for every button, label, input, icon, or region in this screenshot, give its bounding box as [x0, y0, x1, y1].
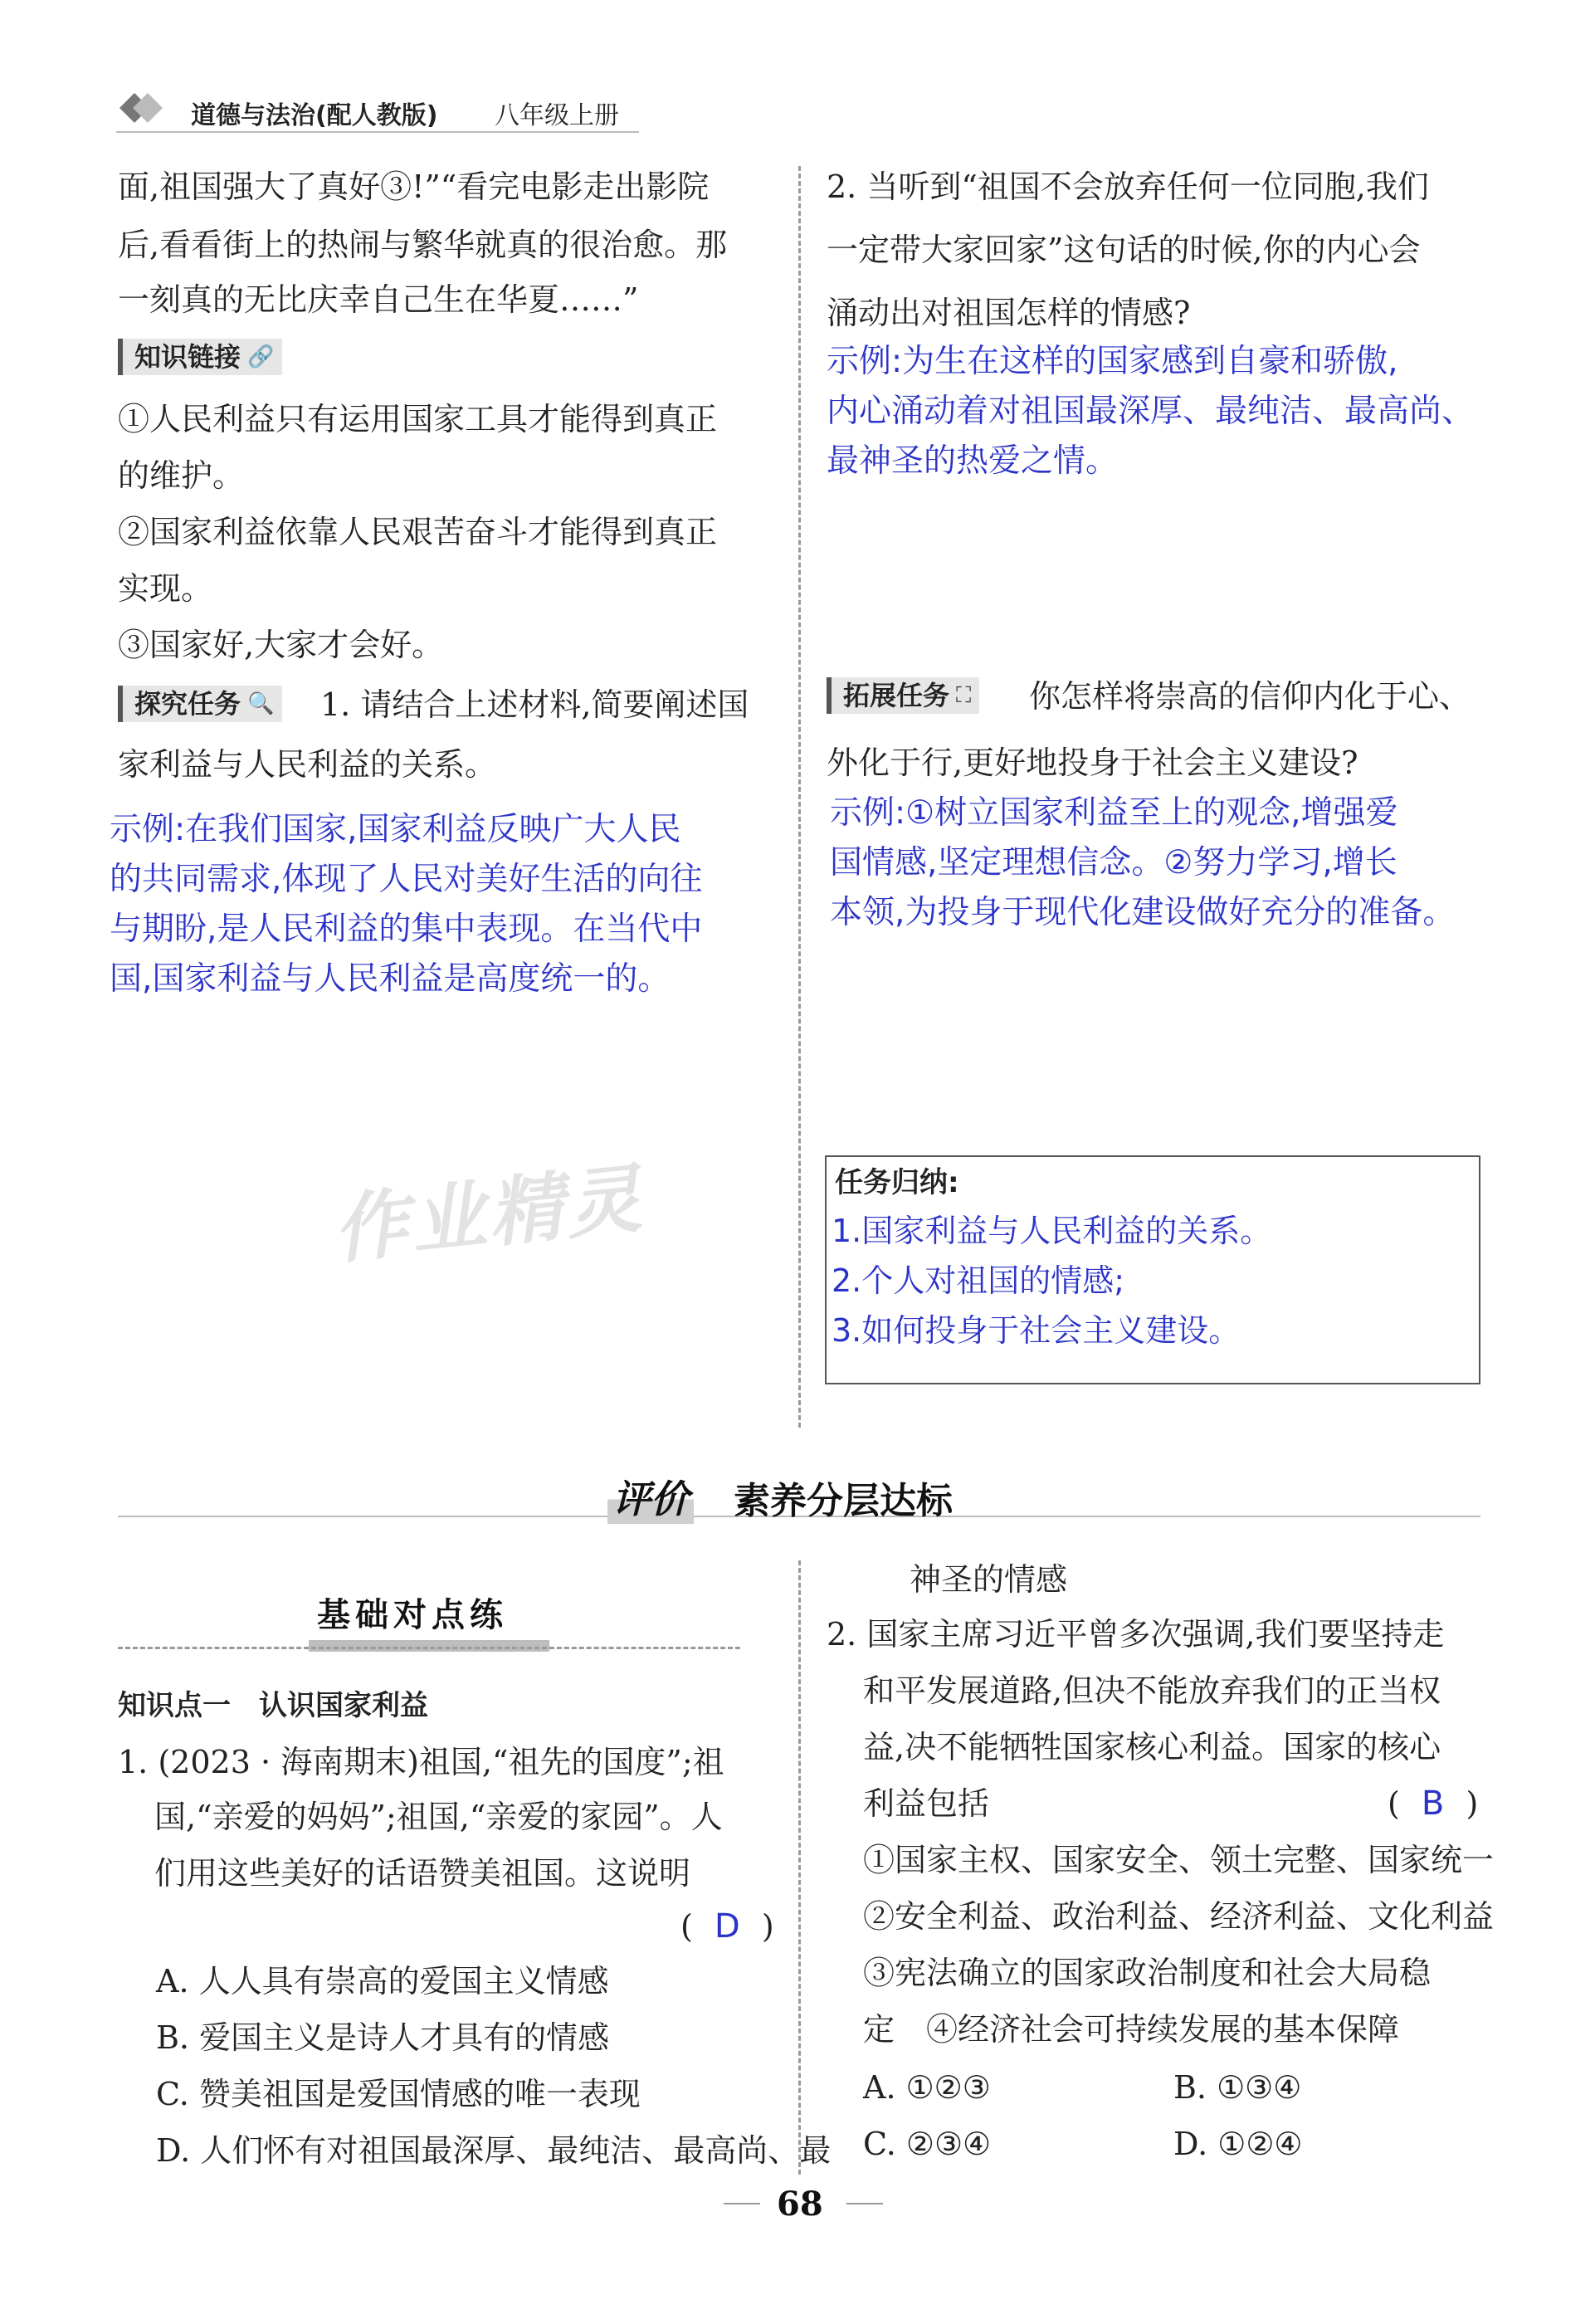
option-item: A. 人人具有崇高的爱国主义情感: [156, 1963, 609, 1999]
header-logo-icon: [116, 90, 166, 126]
explore-task-label: 探究任务: [134, 688, 241, 720]
question-line: 和平发展道路,但决不能放弃我们的正当权: [863, 1672, 1441, 1709]
banner-prefix: 评价: [607, 1469, 694, 1524]
header-rule: [116, 131, 639, 133]
header-grade: 八年级上册: [495, 101, 619, 130]
extend-question-line: 外化于行,更好地投身于社会主义建设?: [827, 745, 1358, 781]
question-line: 涌动出对祖国怎样的情感?: [827, 295, 1191, 331]
extend-question-line: 你怎样将崇高的信仰内化于心、: [1029, 678, 1471, 715]
answer-line: 示例:在我们国家,国家利益反映广大人民: [110, 811, 681, 848]
answer-bracket: [1388, 1784, 1478, 1823]
summary-box: [825, 1155, 1480, 1384]
question-line: 国,“亲爱的妈妈”;祖国,“亲爱的家园”。人: [154, 1799, 723, 1835]
list-item: ②国家利益依靠人民艰苦奋斗才能得到真正: [118, 514, 718, 550]
section-banner: [118, 1469, 1480, 1522]
question-line: 2. 当听到“祖国不会放弃任何一位同胞,我们: [827, 168, 1429, 205]
answer-line: 本领,为投身于现代化建设做好充分的准备。: [830, 894, 1456, 931]
magnifier-icon: 🔍: [247, 691, 275, 716]
answer-line: 示例:为生在这样的国家感到自豪和骄傲,: [827, 343, 1398, 380]
explore-task-tag: [118, 686, 282, 722]
knowledge-link-tag: [118, 339, 282, 375]
option-continuation: 神圣的情感: [910, 1561, 1068, 1598]
column-divider-top: [798, 166, 801, 1428]
option-item: B. 爱国主义是诗人才具有的情感: [156, 2019, 610, 2056]
expand-icon: ⛶: [956, 683, 972, 708]
answer-line: 国,国家利益与人民利益是高度统一的。: [110, 960, 671, 998]
text-line: 后,看看街上的热闹与繁华就真的很治愈。那: [118, 227, 728, 263]
statement-item: ①国家主权、国家安全、领土完整、国家统一: [863, 1842, 1495, 1878]
choice-answer: B: [1421, 1784, 1445, 1823]
answer-bracket: [680, 1907, 774, 1946]
answer-line: 示例:①树立国家利益至上的观念,增强爱: [830, 794, 1398, 832]
question-line: 1. (2023 · 海南期末)祖国,“祖先的国度”;祖: [118, 1744, 724, 1780]
watermark: 作业精灵: [329, 1155, 649, 1275]
basic-divider: [118, 1647, 740, 1649]
option-item: C. 赞美祖国是爱国情感的唯一表现: [156, 2076, 641, 2112]
list-item: ①人民利益只有运用国家工具才能得到真正: [118, 401, 718, 437]
summary-item: 3.如何投身于社会主义建设。: [832, 1312, 1241, 1349]
page-number-rule-left: [724, 2203, 760, 2204]
header-book-title: 道德与法治(配人教版): [191, 101, 438, 130]
basic-practice-title: 基础对点练: [317, 1596, 508, 1634]
choice-answer: D: [714, 1907, 740, 1946]
text-line: 面,祖国强大了真好③!”“看完电影走出影院: [118, 168, 710, 205]
knowledge-link-label: 知识链接: [134, 341, 241, 373]
option-item: C. ②③④: [863, 2126, 992, 2162]
list-item: 的维护。: [118, 457, 245, 494]
statement-item: ③宪法确立的国家政治制度和社会大局稳: [863, 1955, 1432, 1991]
question-line: 2. 国家主席习近平曾多次强调,我们要坚持走: [827, 1616, 1445, 1653]
answer-line: 内心涌动着对祖国最深厚、最纯洁、最高尚、: [827, 393, 1475, 430]
explore-question-line: 家利益与人民利益的关系。: [118, 746, 497, 783]
answer-line: 与期盼,是人民利益的集中表现。在当代中: [110, 911, 703, 948]
summary-item: 2.个人对祖国的情感;: [832, 1262, 1125, 1299]
bracket-close: ): [761, 1908, 774, 1945]
question-line: 们用这些美好的话语赞美祖国。这说明: [154, 1855, 691, 1892]
list-item: ③国家好,大家才会好。: [118, 627, 444, 663]
page-number: 68: [777, 2185, 823, 2224]
extend-task-label: 拓展任务: [843, 680, 950, 711]
extend-task-tag: [827, 677, 979, 714]
option-item: A. ①②③: [863, 2069, 991, 2106]
answer-line: 国情感,坚定理想信念。②努力学习,增长: [830, 844, 1397, 881]
summary-title: 任务归纳:: [835, 1166, 959, 1199]
knowledge-point-heading: 知识点一 认识国家利益: [118, 1689, 428, 1722]
option-item: D. 人们怀有对祖国最深厚、最纯洁、最高尚、最: [156, 2132, 832, 2169]
statement-item: ②安全利益、政治利益、经济利益、文化利益: [863, 1898, 1495, 1935]
bracket-open: (: [680, 1908, 693, 1945]
bracket-close: ): [1466, 1785, 1479, 1822]
question-line: 利益包括: [863, 1785, 990, 1822]
answer-line: 的共同需求,体现了人民对美好生活的向往: [110, 861, 703, 898]
option-item: B. ①③④: [1173, 2069, 1302, 2106]
summary-item: 1.国家利益与人民利益的关系。: [832, 1213, 1272, 1249]
question-line: 益,决不能牺牲国家核心利益。国家的核心: [863, 1729, 1441, 1765]
basic-title-underline: [309, 1640, 549, 1652]
bracket-open: (: [1388, 1785, 1400, 1822]
statement-item: 定 ④经济社会可持续发展的基本保障: [863, 2011, 1400, 2048]
text-line: 一刻真的无比庆幸自己生在华夏……”: [118, 281, 639, 318]
banner-title: 素养分层达标: [734, 1480, 953, 1522]
list-item: 实现。: [118, 570, 213, 607]
column-divider-bottom: [798, 1560, 801, 2175]
page-number-rule-right: [846, 2203, 883, 2204]
link-icon: 🔗: [247, 344, 275, 369]
option-item: D. ①②④: [1173, 2126, 1303, 2162]
explore-question-line: 1. 请结合上述材料,简要阐述国: [320, 686, 749, 723]
answer-line: 最神圣的热爱之情。: [827, 442, 1119, 480]
question-line: 一定带大家回家”这句话的时候,你的内心会: [827, 232, 1421, 268]
